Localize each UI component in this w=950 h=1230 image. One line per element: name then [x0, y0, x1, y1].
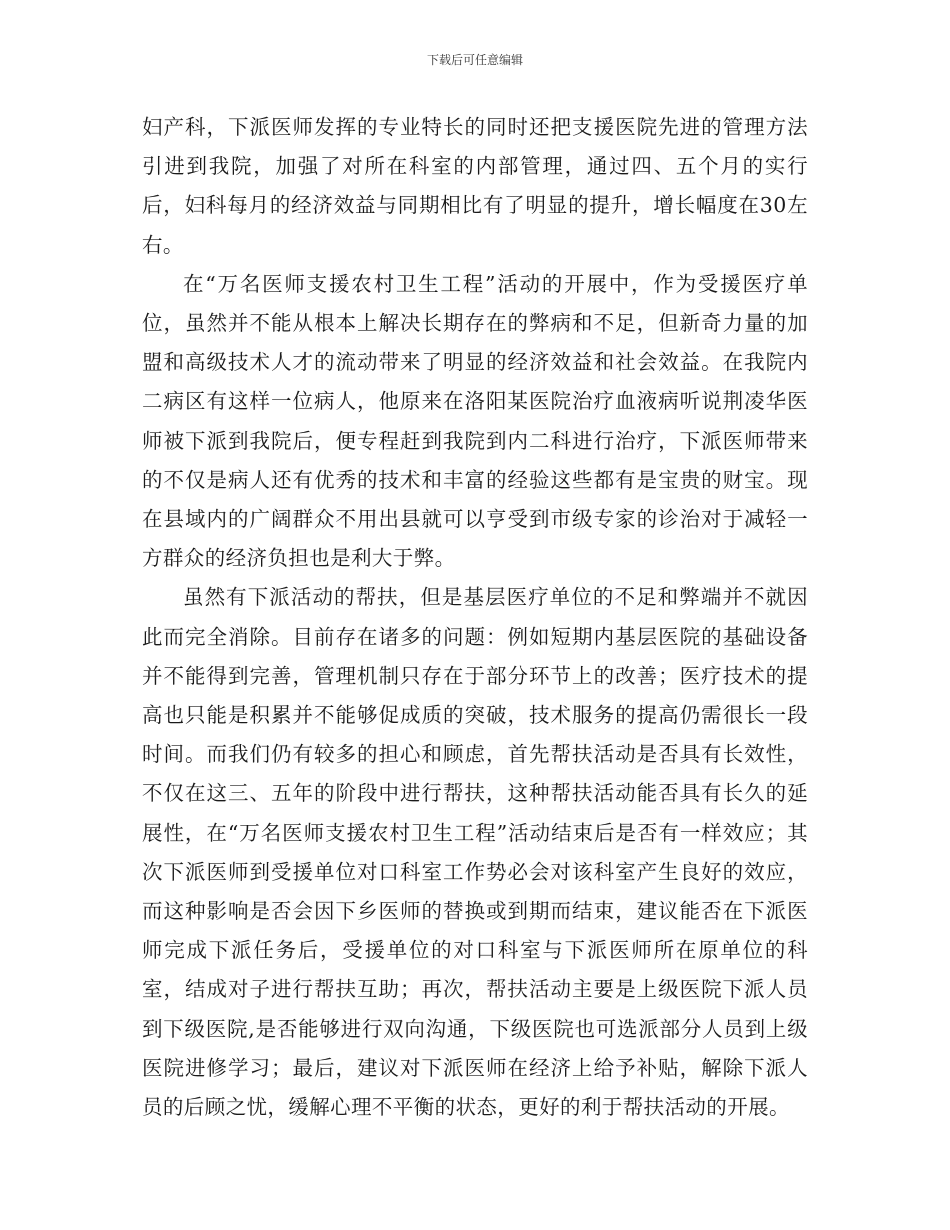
paragraph-continuation: 妇产科，下派医师发挥的专业特长的同时还把支援医院先进的管理方法引进到我院，加强了对所在科室的内部管理，通过四、五个月的实行后，妇科每月的经济效益与同期相比有了明显的提升，增长幅度在30左右。 — [142, 115, 808, 257]
document-body — [142, 108, 808, 1127]
paragraph-issues-and-suggestions: 虽然有下派活动的帮扶，但是基层医疗单位的不足和弊端并不就因此而完全消除。目前存在诸多的问题：例如短期内基层医院的基础设备并不能得到完善，管理机制只存在于部分环节上的改善；医疗技术的提高也只能是积累并不能够促成质的突破，技术服务的提高仍需很长一段时间。而我们仍有较多的担心和顾虑，首先帮扶活动是否具有长效性，不仅在这三、五年的阶段中进行帮扶，这种帮扶活动能否具有长久的延展性，在“万名医师支援农村卫生工程”活动结束后是否有一样效应；其次下派医师到受援单位对口科室工作势必会对该科室产生良好的效应，而这种影响是否会因下乡医师的替换或到期而结束，建议能否在下派医师完成下派任务后，受援单位的对口科室与下派医师所在原单位的科室，结成对子进行帮扶互助；再次，帮扶活动主要是上级医院下派人员到下级医院,是否能够进行双向沟通，下级医院也可选派部分人员到上级医院进修学习；最后，建议对下派医师在经济上给予补贴，解除下派人员的后顾之忧，缓解心理不平衡的状态，更好的利于帮扶活动的开展。 — [142, 585, 808, 1120]
page-header: 下载后可任意编辑 — [426, 53, 523, 67]
paragraph-program-benefits: 在“万名医师支援农村卫生工程”活动的开展中，作为受援医疗单位，虽然并不能从根本上解决长期存在的弊病和不足，但新奇力量的加盟和高级技术人才的流动带来了明显的经济效益和社会效益。在我院内二病区有这样一位病人，他原来在洛阳某医院治疗血液病听说荆凌华医师被下派到我院后，便专程赶到我院到内二科进行治疗，下派医师带来的不仅是病人还有优秀的技术和丰富的经验这些都有是宝贵的财宝。现在县域内的广阔群众不用出县就可以亨受到市级专家的诊治对于减轻一方群众的经济负担也是利大于弊。 — [142, 271, 808, 571]
